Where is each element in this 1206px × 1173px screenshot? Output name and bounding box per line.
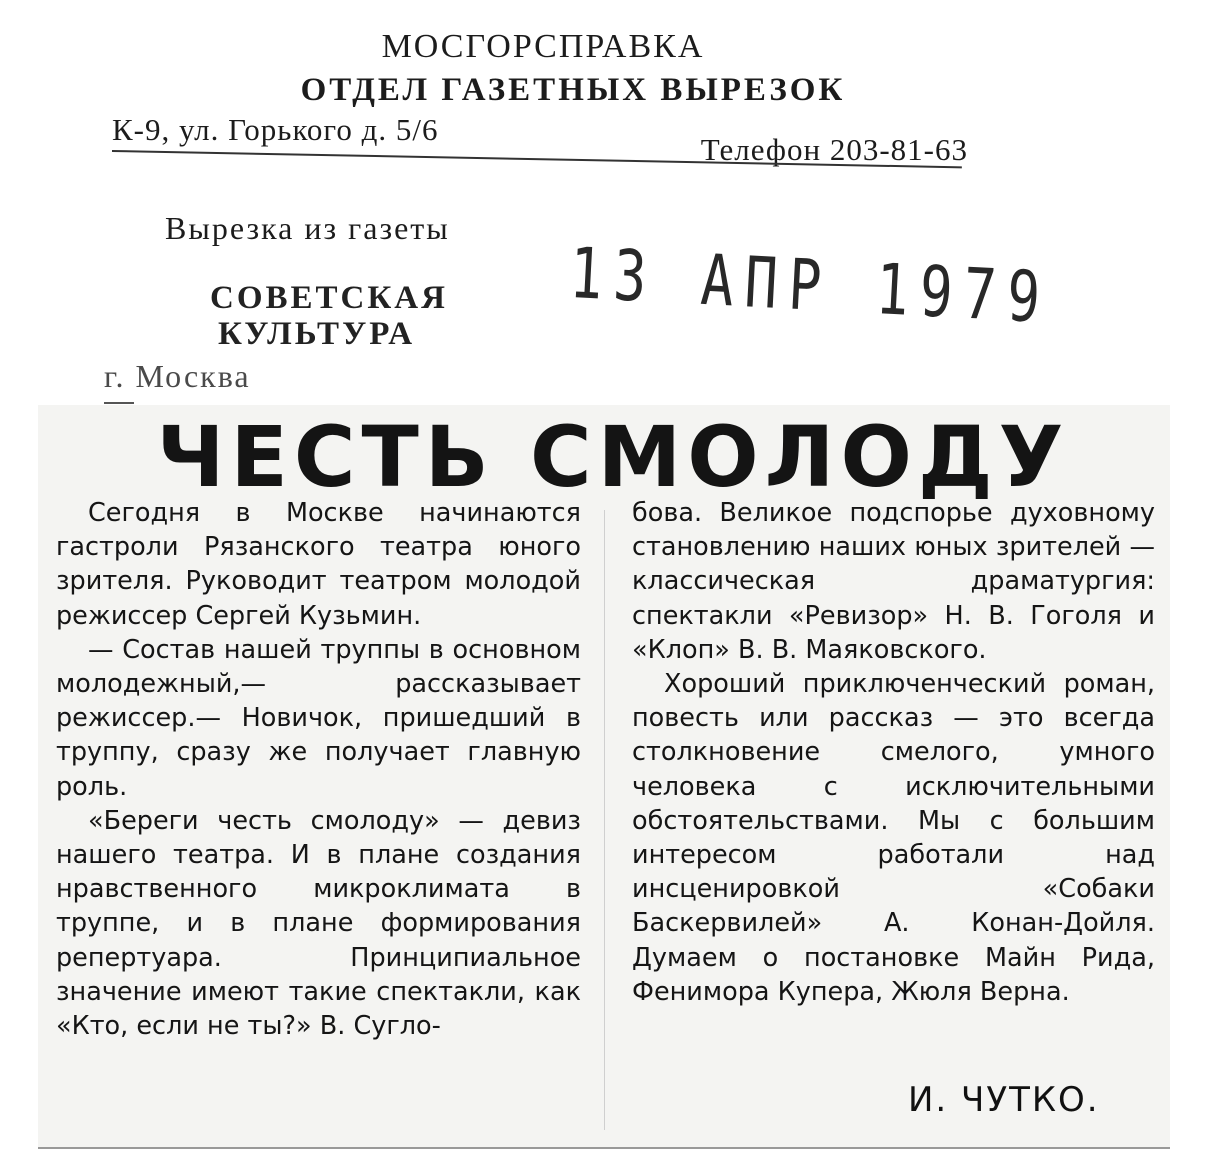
department-name: ОТДЕЛ ГАЗЕТНЫХ ВЫРЕЗОК — [300, 72, 846, 108]
address: К-9, ул. Горького д. 5/6 — [112, 112, 439, 147]
newspaper-name-line2: КУЛЬТУРА — [218, 316, 416, 352]
article-paragraph: бова. Великое подспорье духовному становлению наших юных зрителей — классическая драматургия: спектакли «Ревизор» Н. В. Гоголя и «Клоп» В. В. Маяковского. — [632, 498, 1155, 665]
article-left-column — [56, 496, 581, 1043]
article-paragraph: — Состав нашей труппы в основном молодежный,— рассказывает режиссер.— Новичок, пришедший в труппу, сразу же получает главную роль. — [56, 634, 581, 802]
agency-name: МОСГОРСПРАВКА — [381, 28, 705, 65]
article-right-column — [632, 496, 1155, 1009]
article-paragraph: Хороший приключенческий роман, повесть или рассказ — это всегда столкновение смелого, умного человека с исключительными обстоятельствами. Мы с большим интересом работали над инсценировкой «Собаки Баскервилей» А. Конан-Дойля. Думаем о постановке Майн Рида, Фенимора Купера, Жюля Верна. — [632, 669, 1155, 1007]
article-paragraph: Сегодня в Москве начинаются гастроли Рязанского театра юного зрителя. Руководит театром молодой режиссер Сергей Кузьмин. — [56, 498, 581, 631]
clipping-source-label: Вырезка из газеты — [165, 210, 450, 246]
article-headline: ЧЕСТЬ СМОЛОДУ — [156, 408, 1070, 506]
column-divider — [604, 510, 605, 1130]
date-stamp: 13 АПР 1979 — [567, 232, 1054, 340]
phone-number: Телефон 203-81-63 — [700, 132, 968, 167]
city-rule — [104, 402, 134, 404]
newspaper-city: г. Москва — [104, 358, 251, 394]
article-paragraph: «Береги честь смолоду» — девиз нашего театра. И в плане создания нравственного микроклимата в труппе, и в плане формирования репертуара. Принципиальное значение имеют такие спектакли, как «Кто, если не ты?» В. Сугло- — [56, 805, 581, 1042]
article-signature: И. ЧУТКО. — [908, 1080, 1100, 1120]
newspaper-name-line1: СОВЕТСКАЯ — [210, 280, 448, 316]
